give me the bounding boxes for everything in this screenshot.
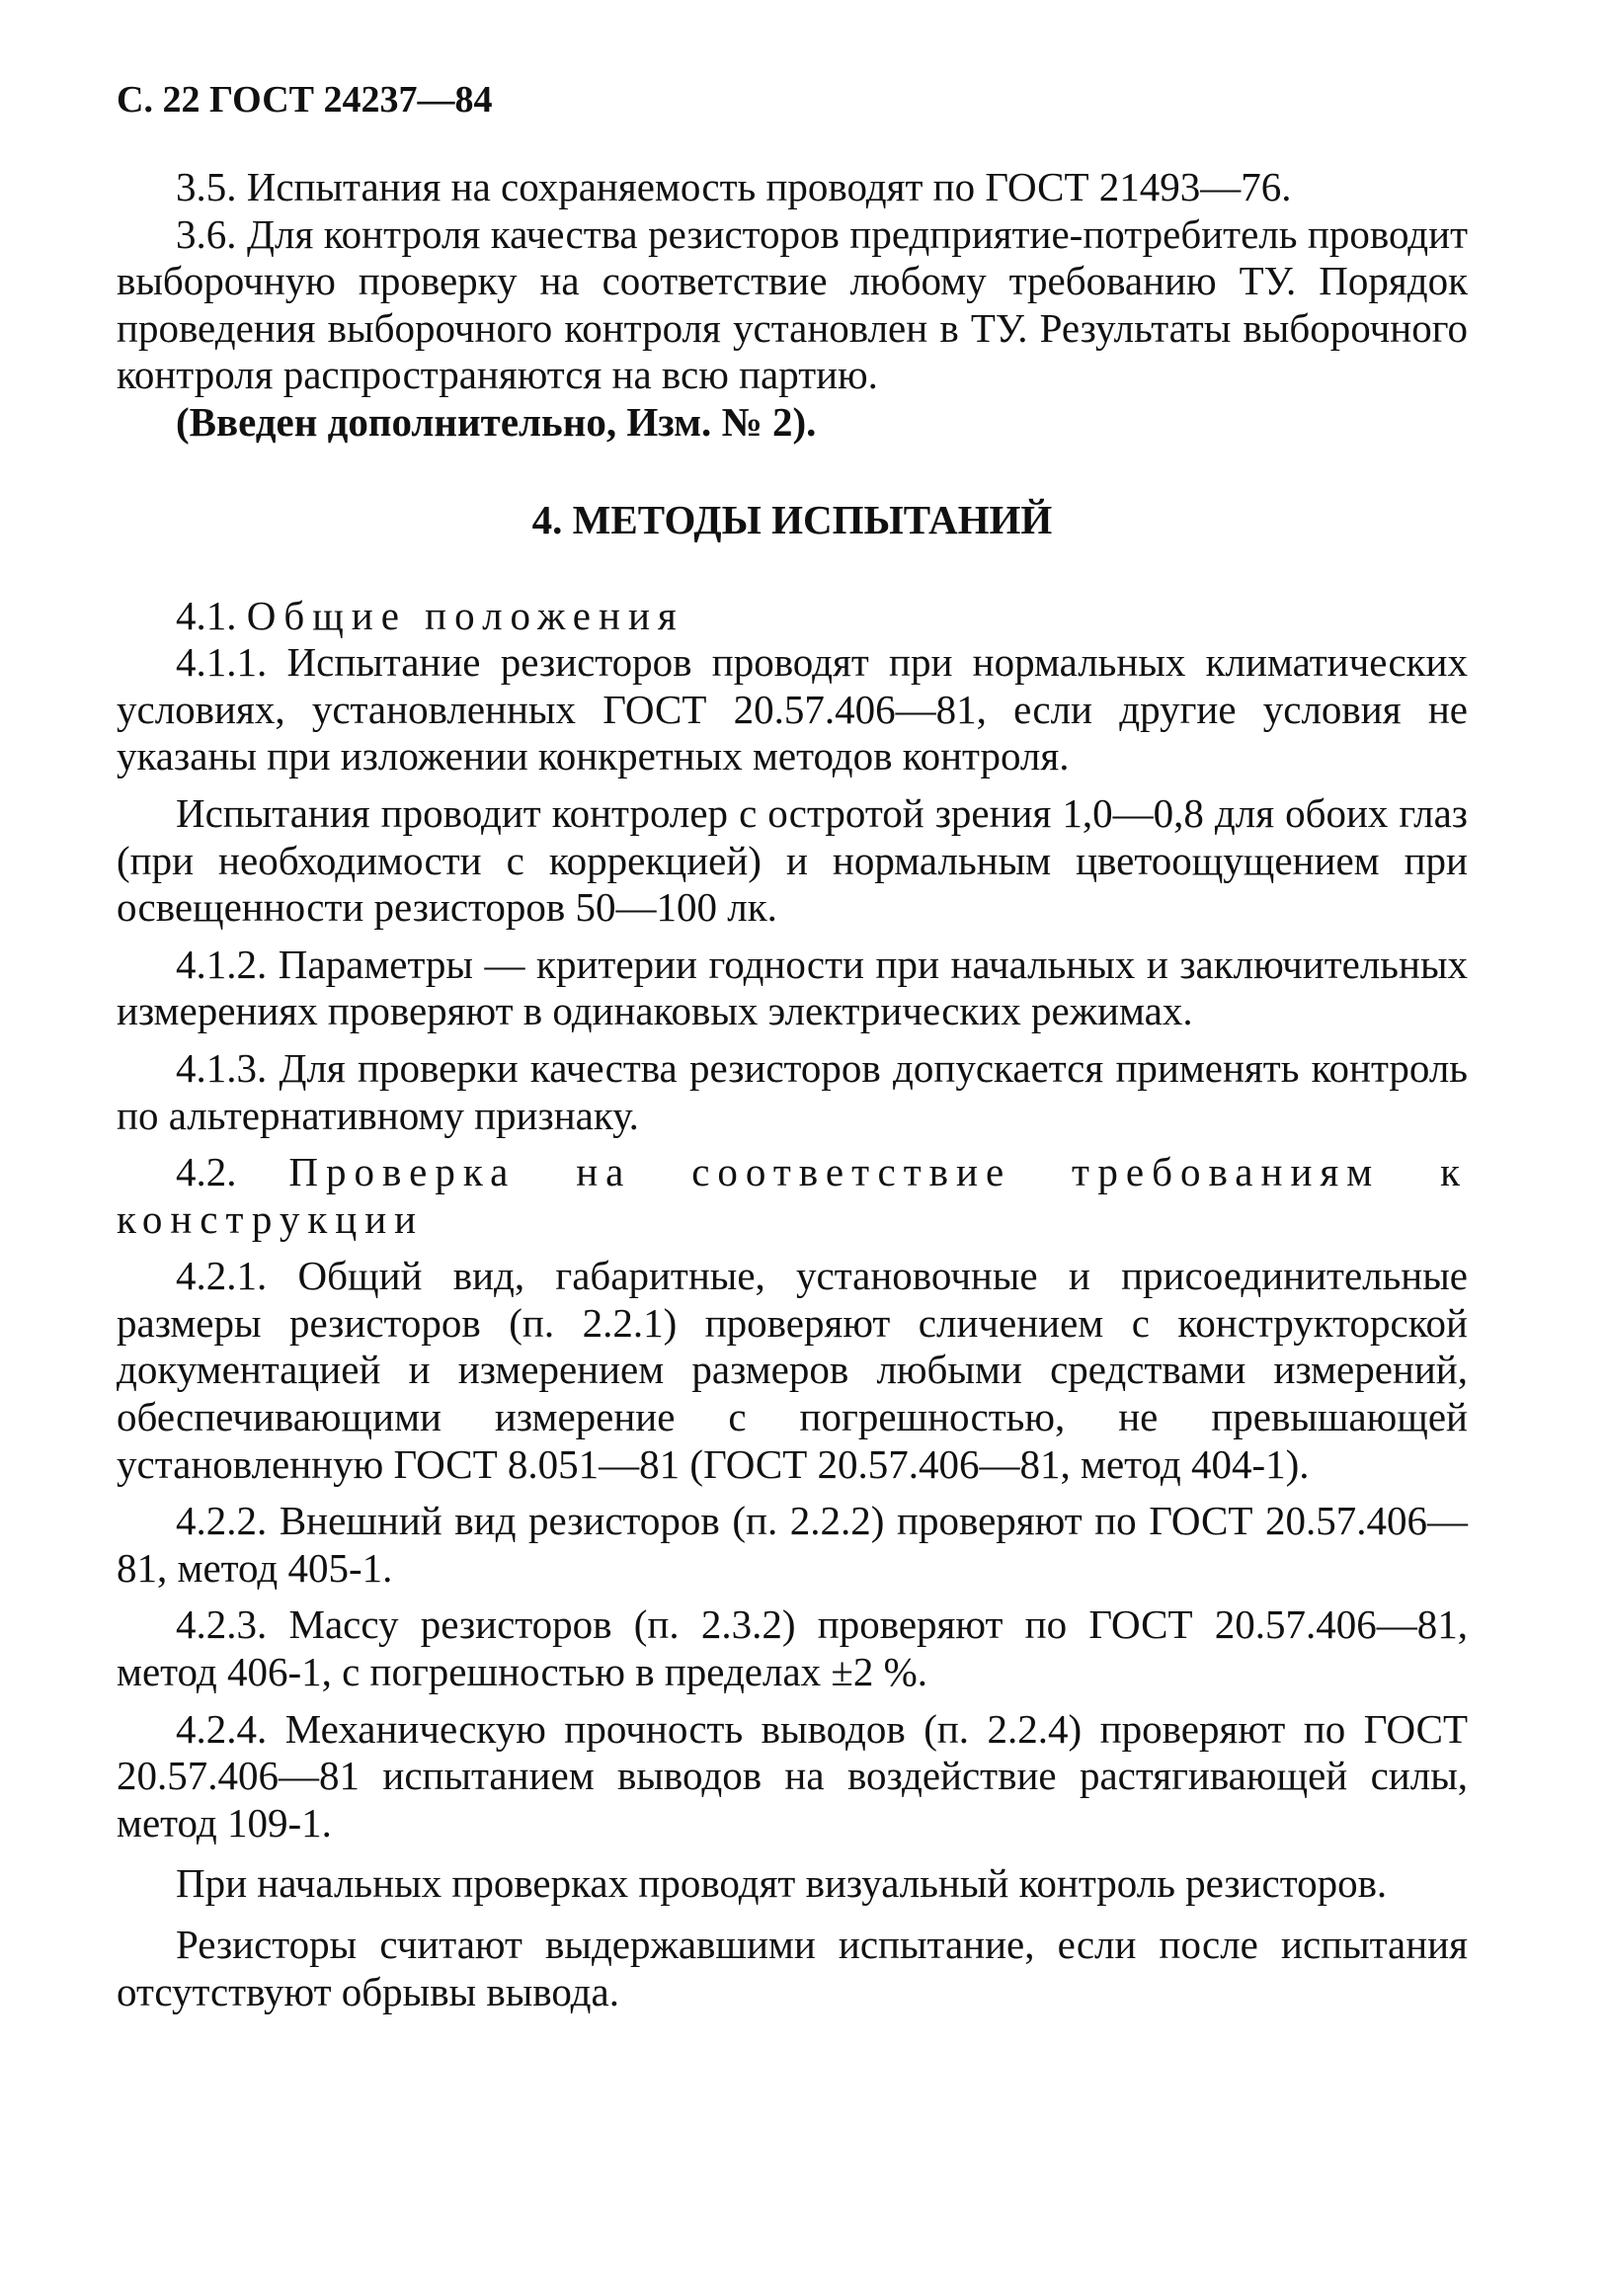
subsection-4-1-heading xyxy=(117,593,1468,640)
paragraph-4-2-4: 4.2.4. Механическую прочность выводов (п. 2.2.4) проверяют по ГОСТ 20.57.406—81 испытанием выводов на воздействие растягивающей силы, метод 109-1. xyxy=(117,1705,1468,1845)
subsection-4-2-number: 4.2. xyxy=(176,1149,237,1195)
section-title: 4. МЕТОДЫ ИСПЫТАНИЙ xyxy=(531,496,1053,542)
paragraph-4-2-4-visual: При начальных проверках проводят визуальный контроль резисторов. xyxy=(176,1860,1388,1907)
paragraph-4-1-2: 4.1.2. Параметры — критерии годности при начальных и заключительных измерениях проверяют в одинаковых электрических режимах. xyxy=(117,941,1468,1034)
subsection-4-1-number: 4.1. xyxy=(176,592,237,638)
subsection-4-2-heading xyxy=(117,1149,1468,1243)
paragraph-4-1-3: 4.1.3. Для проверки качества резисторов допускается применять контроль по альтернативному признаку. xyxy=(117,1044,1468,1138)
paragraph-4-2-3: 4.2.3. Массу резисторов (п. 2.3.2) проверяют по ГОСТ 20.57.406—81, метод 406-1, с погрешностью в пределах ±2 %. xyxy=(117,1601,1468,1695)
subsection-4-2-title: Проверка на соответствие требованиям к конструкции xyxy=(117,1149,1468,1242)
page-header: С. 22 ГОСТ 24237—84 xyxy=(117,79,493,121)
paragraph-4-1-1-vision: Испытания проводит контролер с остротой зрения 1,0—0,8 для обоих глаз (при необходимости с коррекцией) и нормальным цветоощущением при освещенности резисторов 50—100 лк. xyxy=(117,789,1468,931)
subsection-4-1-title: Общие положения xyxy=(246,592,684,638)
paragraph-4-2-2: 4.2.2. Внешний вид резисторов (п. 2.2.2) проверяют по ГОСТ 20.57.406—81, метод 405-1. xyxy=(117,1498,1468,1591)
paragraph-4-2-1: 4.2.1. Общий вид, габаритные, установочные и присоединительные размеры резисторов (п. 2.2.1) проверяют сличением с конструкторской документацией и измерением размеров любыми средствами измерений, обеспечивающими измерение с погрешностью, не превышающей установленную ГОСТ 8.051—81 (ГОСТ 20.57.406—81, метод 404-1). xyxy=(117,1253,1468,1487)
paragraph-3-6: 3.6. Для контроля качества резисторов предприятие-потребитель проводит выборочную проверку на соответствие любому требованию ТУ. Порядок проведения выборочного контроля установлен в ТУ. Результаты выборочного контроля распространяются на всю партию. xyxy=(117,210,1468,398)
paragraph-4-1-1: 4.1.1. Испытание резисторов проводят при нормальных климатических условиях, установленных ГОСТ 20.57.406—81, если другие условия не указаны при изложении конкретных методов контроля. xyxy=(117,639,1468,779)
paragraph-4-2-4-result: Резисторы считают выдержавшими испытание, если после испытания отсутствуют обрывы вывода. xyxy=(117,1922,1468,2014)
amendment-note: (Введен дополнительно, Изм. № 2). xyxy=(176,398,817,445)
document-page xyxy=(117,77,1468,2015)
paragraph-3-5: 3.5. Испытания на сохраняемость проводят по ГОСТ 21493—76. xyxy=(176,164,1292,209)
